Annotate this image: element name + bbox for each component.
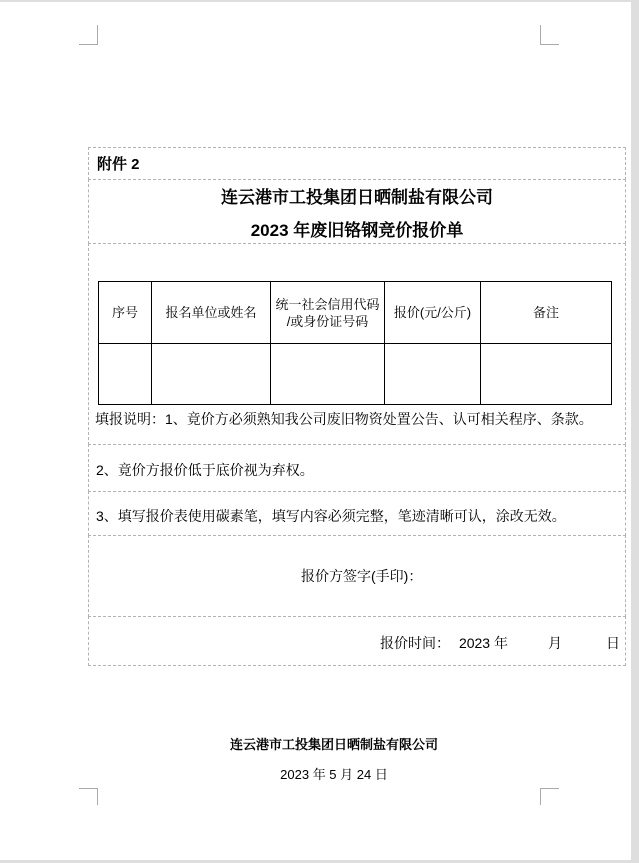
crop-mark-top-right-horizontal — [540, 44, 559, 45]
header-credit-line2: /或身份证号码 — [286, 313, 369, 329]
quote-time-day: 日 — [606, 635, 620, 651]
footer-date: 2023 年 5 月 24 日 — [280, 767, 388, 782]
quote-table-block — [88, 243, 626, 445]
note-2: 2、竟价方报价低于底价视为弃权。 — [88, 444, 626, 492]
signature-label: 报价方签字(手印)： — [301, 568, 423, 584]
quote-table — [98, 281, 612, 405]
table-header-row — [99, 282, 612, 344]
header-seq: 序号 — [99, 282, 152, 344]
header-remark: 备注 — [481, 282, 612, 344]
note-3: 3、填写报价表使用碳素笔，填写内容必须完整，笔迹清晰可认，涂改无效。 — [88, 491, 626, 536]
attachment-label: 附件 2 — [88, 147, 626, 180]
document-page — [0, 2, 631, 860]
footer-company: 连云港市工投集团日晒制盐有限公司 — [229, 737, 438, 752]
quote-time-month: 月 — [548, 635, 562, 651]
crop-mark-top-right-vertical — [540, 25, 541, 44]
crop-mark-bottom-left-vertical — [97, 788, 98, 805]
crop-mark-top-left-horizontal — [79, 44, 98, 45]
cell-price — [385, 344, 481, 405]
title-block — [88, 179, 626, 244]
crop-mark-bottom-right-horizontal — [540, 788, 559, 789]
crop-mark-top-left-vertical — [97, 25, 98, 44]
cell-seq — [99, 344, 152, 405]
document-content-column — [88, 147, 626, 666]
quote-time-year: 2023 年 — [458, 635, 508, 651]
table-empty-row — [99, 344, 612, 405]
header-name: 报名单位或姓名 — [152, 282, 271, 344]
cell-remark — [481, 344, 612, 405]
company-title: 连云港市工投集团日晒制盐有限公司 — [221, 188, 493, 207]
crop-mark-bottom-right-vertical — [540, 788, 541, 805]
header-price: 报价(元/公斤) — [385, 282, 481, 344]
crop-mark-bottom-left-horizontal — [79, 788, 98, 789]
quote-time-label: 报价时间： — [379, 635, 450, 651]
document-footer — [34, 737, 634, 783]
signature-block — [88, 535, 626, 617]
cell-credit-code — [271, 344, 385, 405]
header-credit-line1: 统一社会信用代码 — [275, 296, 380, 312]
quote-time-block — [88, 616, 626, 666]
form-title: 2023 年废旧铬钢竞价报价单 — [250, 221, 464, 240]
cell-name — [152, 344, 271, 405]
header-credit-code — [271, 282, 385, 344]
note-1: 填报说明：1、竟价方必须熟知我公司废旧物资处置公告、认可相关程序、条款。 — [95, 411, 593, 427]
